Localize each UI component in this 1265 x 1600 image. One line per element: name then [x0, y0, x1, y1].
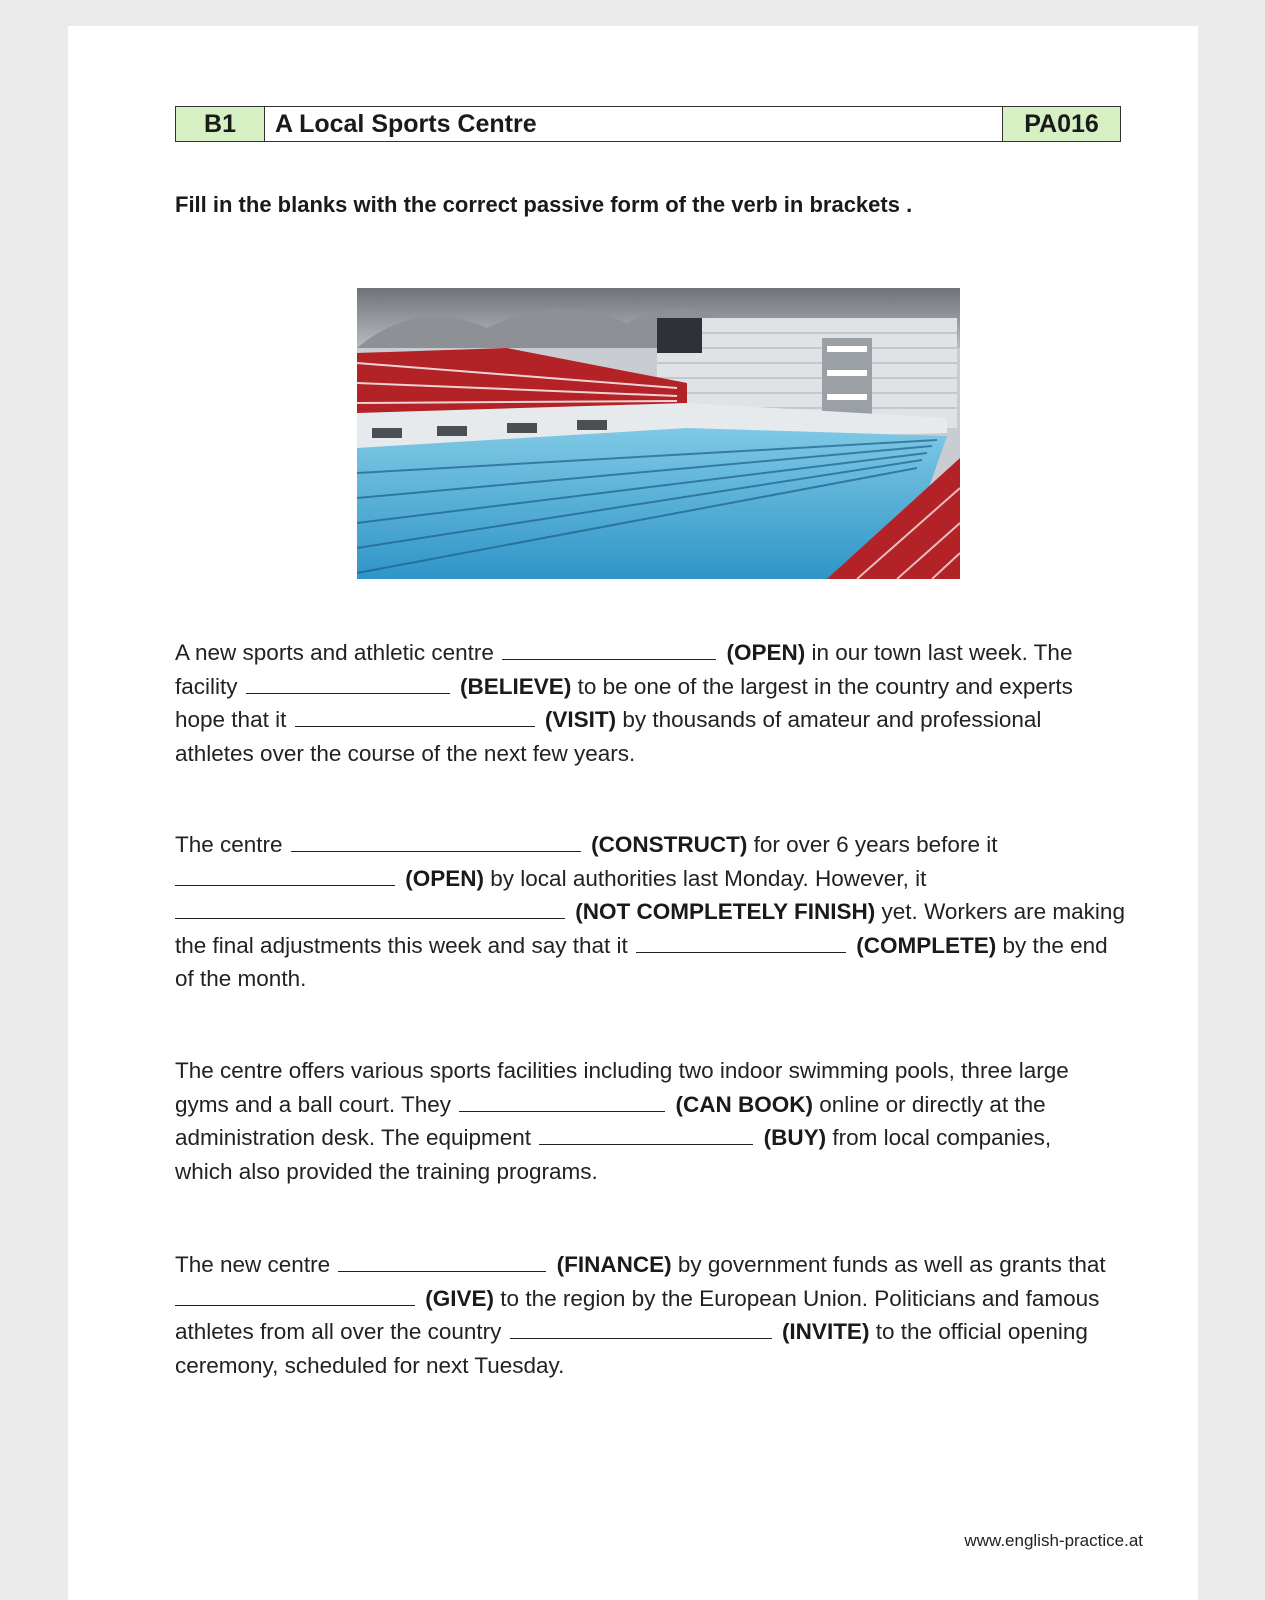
- footer-website: www.english-practice.at: [964, 1531, 1143, 1550]
- text: administration desk. The equipment: [175, 1125, 532, 1150]
- paragraph-4: [175, 1248, 1145, 1382]
- verb-hint: (VISIT): [544, 707, 617, 732]
- text: The new centre: [175, 1252, 331, 1277]
- verb-hint: (GIVE): [425, 1285, 495, 1311]
- instructions: Fill in the blanks with the correct passive form of the verb in brackets .: [175, 192, 913, 217]
- verb-hint: (CONSTRUCT): [591, 832, 748, 857]
- text: ceremony, scheduled for next Tuesday.: [175, 1352, 565, 1378]
- text: A new sports and athletic centre: [175, 640, 494, 665]
- level-badge: B1: [176, 107, 265, 141]
- verb-hint: (INVITE): [781, 1319, 870, 1344]
- verb-hint: (OPEN): [405, 865, 485, 891]
- text: athletes over the course of the next few years.: [175, 740, 636, 766]
- blank-input-6[interactable]: [175, 896, 565, 919]
- blank-input-5[interactable]: [175, 863, 395, 886]
- text: the final adjustments this week and say that it: [175, 932, 628, 958]
- text: which also provided the training programs.: [175, 1158, 598, 1184]
- worksheet-header: [175, 106, 1121, 142]
- text: hope that it: [175, 707, 287, 732]
- text: to the region by the European Union. Politicians and famous: [500, 1285, 1100, 1311]
- text: facility: [175, 673, 238, 699]
- worksheet-code: PA016: [1002, 107, 1120, 141]
- text: in our town last week. The: [811, 640, 1073, 665]
- blank-input-4[interactable]: [291, 829, 581, 852]
- text: to the official opening: [875, 1319, 1088, 1344]
- blank-input-9[interactable]: [539, 1122, 753, 1145]
- blank-input-12[interactable]: [510, 1316, 772, 1339]
- text: yet. Workers are making: [881, 899, 1125, 924]
- blank-input-3[interactable]: [295, 704, 535, 727]
- blank-input-7[interactable]: [636, 930, 846, 953]
- verb-hint: (OPEN): [726, 640, 806, 665]
- verb-hint: (COMPLETE): [856, 932, 997, 958]
- text: The centre: [175, 832, 283, 857]
- verb-hint: (BELIEVE): [460, 673, 572, 699]
- blank-input-1[interactable]: [502, 637, 716, 660]
- paragraph-3: [175, 1054, 1145, 1188]
- blank-input-10[interactable]: [338, 1249, 546, 1272]
- swimming-pool-photo: [357, 288, 960, 579]
- text: by local authorities last Monday. However, it: [490, 865, 927, 891]
- paragraph-1: [175, 636, 1145, 770]
- text: by thousands of amateur and professional: [622, 707, 1042, 732]
- text: by the end: [1002, 932, 1108, 958]
- text: gyms and a ball court. They: [175, 1091, 451, 1117]
- text: The centre offers various sports facilities including two indoor swimming pools, three large: [175, 1058, 1069, 1083]
- verb-hint: (NOT COMPLETELY FINISH): [575, 899, 876, 924]
- paragraph-2: [175, 828, 1145, 996]
- text: to be one of the largest in the country and experts: [577, 673, 1073, 699]
- text: for over 6 years before it: [753, 832, 998, 857]
- blank-input-11[interactable]: [175, 1283, 415, 1306]
- blank-input-8[interactable]: [459, 1089, 665, 1112]
- text: online or directly at the: [819, 1091, 1046, 1117]
- text: of the month.: [175, 966, 307, 991]
- blank-input-2[interactable]: [246, 671, 450, 694]
- worksheet-page: [68, 26, 1198, 1600]
- worksheet-title: A Local Sports Centre: [265, 107, 1002, 141]
- verb-hint: (BUY): [763, 1125, 827, 1150]
- text: athletes from all over the country: [175, 1319, 502, 1344]
- verb-hint: (CAN BOOK): [675, 1091, 813, 1117]
- text: by government funds as well as grants that: [677, 1252, 1106, 1277]
- text: from local companies,: [832, 1125, 1052, 1150]
- verb-hint: (FINANCE): [556, 1252, 672, 1277]
